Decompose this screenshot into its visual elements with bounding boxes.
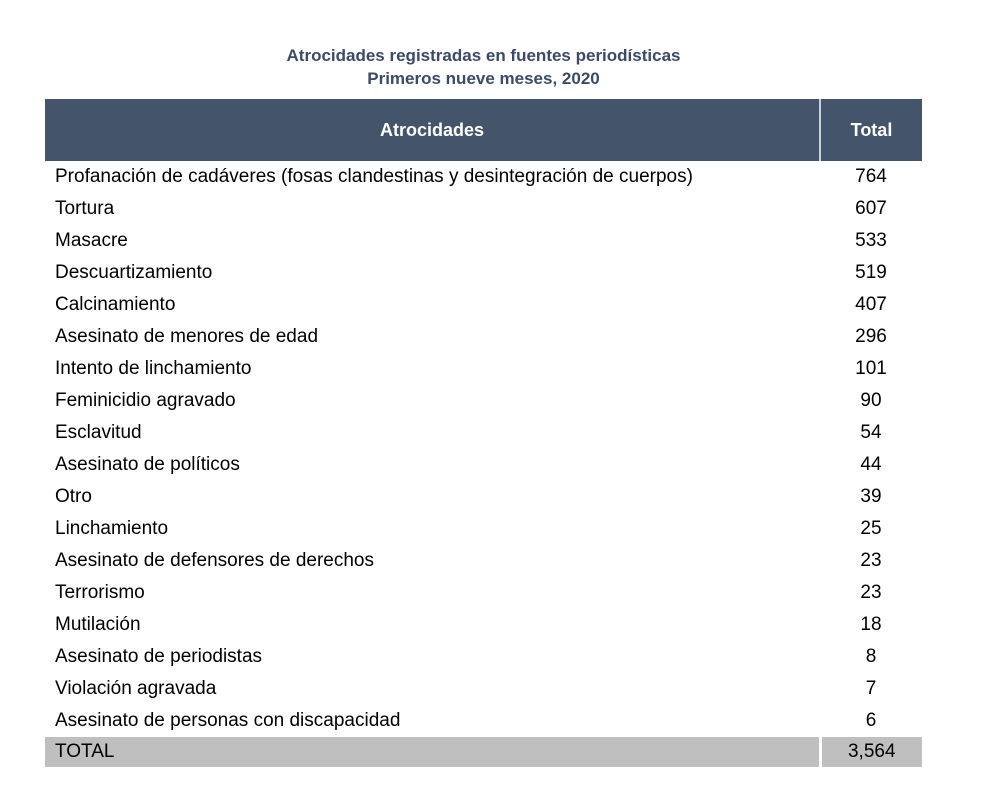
table-row xyxy=(45,193,922,225)
atrocity-count: 8 xyxy=(865,646,877,667)
table-row xyxy=(45,257,922,289)
atrocity-label: Calcinamiento xyxy=(55,294,176,315)
atrocity-label: Violación agravada xyxy=(55,678,217,699)
header-row xyxy=(45,99,922,161)
atrocity-label: Asesinato de periodistas xyxy=(55,646,263,667)
atrocity-label: Feminicidio agravado xyxy=(55,390,236,411)
atrocity-label: Tortura xyxy=(55,198,115,219)
atrocity-count: 54 xyxy=(860,422,882,443)
table-row xyxy=(45,289,922,321)
table-title-line2: Primeros nueve meses, 2020 xyxy=(367,69,600,88)
table-row xyxy=(45,449,922,481)
atrocity-count: 101 xyxy=(855,358,887,379)
column-header-atrocidades: Atrocidades xyxy=(45,99,820,161)
table-row xyxy=(45,321,922,353)
atrocity-count: 90 xyxy=(860,390,882,411)
atrocities-table xyxy=(45,99,922,767)
atrocity-label: Asesinato de defensores de derechos xyxy=(55,550,374,571)
atrocity-count: 296 xyxy=(855,326,887,347)
atrocity-count: 39 xyxy=(860,486,882,507)
total-row-value: 3,564 xyxy=(820,737,922,767)
table-body xyxy=(45,161,922,737)
table-row xyxy=(45,513,922,545)
atrocity-label: Terrorismo xyxy=(55,582,145,603)
atrocity-count: 607 xyxy=(855,198,887,219)
table-title-line1: Atrocidades registradas en fuentes periodísticas xyxy=(286,46,681,65)
atrocity-count: 6 xyxy=(865,710,877,731)
atrocity-count: 44 xyxy=(860,454,882,475)
table-row xyxy=(45,417,922,449)
atrocity-label: Masacre xyxy=(55,230,128,251)
atrocity-count: 764 xyxy=(855,166,887,187)
table-row xyxy=(45,225,922,257)
atrocity-label: Profanación de cadáveres (fosas clandestinas y desintegración de cuerpos) xyxy=(55,166,693,187)
atrocity-count: 25 xyxy=(860,518,882,539)
table-row xyxy=(45,641,922,673)
atrocity-count: 23 xyxy=(860,582,882,603)
atrocity-label: Asesinato de menores de edad xyxy=(55,326,319,347)
atrocity-label: Esclavitud xyxy=(55,422,142,443)
table-row xyxy=(45,673,922,705)
atrocity-count: 23 xyxy=(860,550,882,571)
table-row xyxy=(45,705,922,737)
atrocity-label: Descuartizamiento xyxy=(55,262,213,283)
atrocity-label: Otro xyxy=(55,486,92,507)
atrocity-count: 519 xyxy=(855,262,887,283)
total-row xyxy=(45,737,922,767)
atrocity-count: 7 xyxy=(865,678,877,699)
atrocity-label: Asesinato de políticos xyxy=(55,454,240,475)
atrocity-label: Linchamiento xyxy=(55,518,169,539)
table-row xyxy=(45,577,922,609)
table-row xyxy=(45,353,922,385)
atrocity-label: Mutilación xyxy=(55,614,141,635)
total-row-label: TOTAL xyxy=(45,737,820,767)
atrocity-count: 533 xyxy=(855,230,887,251)
table-row xyxy=(45,161,922,193)
table-row xyxy=(45,481,922,513)
atrocity-count: 18 xyxy=(860,614,882,635)
table-row xyxy=(45,545,922,577)
table-row xyxy=(45,609,922,641)
table-title xyxy=(45,44,922,90)
table-row xyxy=(45,385,922,417)
atrocity-label: Intento de linchamiento xyxy=(55,358,252,379)
column-header-total: Total xyxy=(820,99,922,161)
atrocity-label: Asesinato de personas con discapacidad xyxy=(55,710,401,731)
atrocity-count: 407 xyxy=(855,294,887,315)
